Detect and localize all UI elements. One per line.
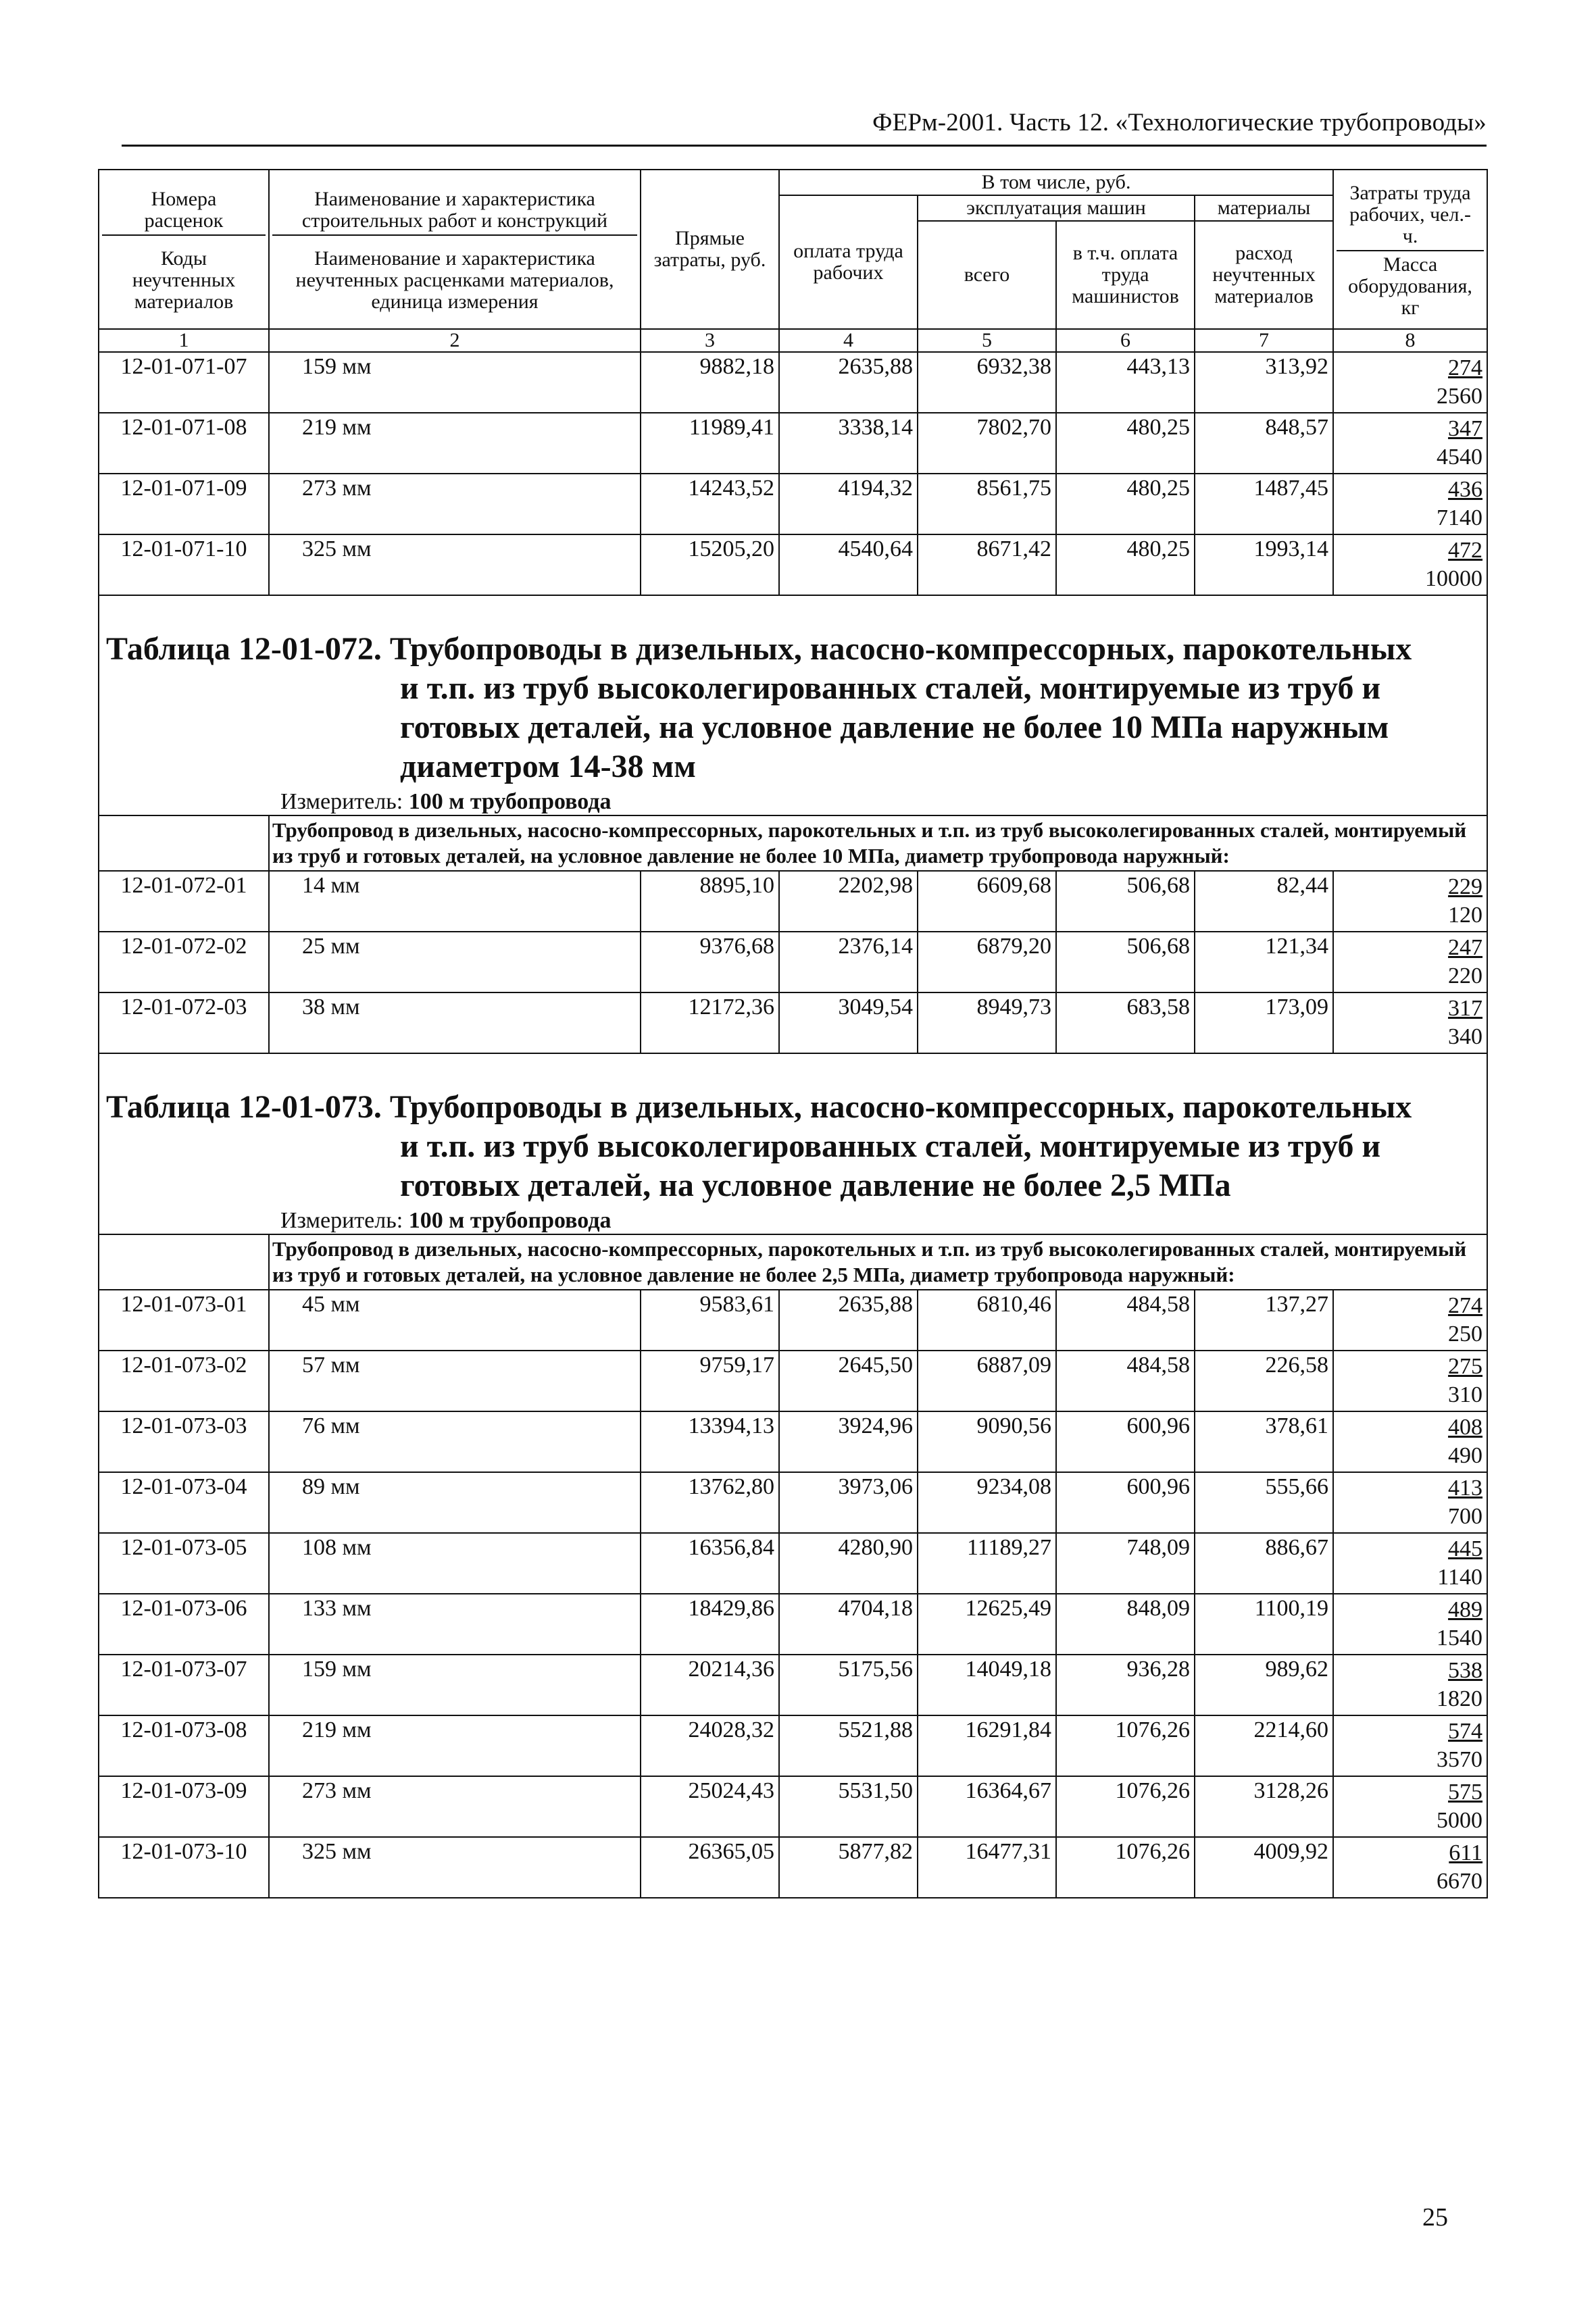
- equipment-mass: 4540: [1437, 445, 1483, 470]
- column-number-7: 7: [1195, 329, 1333, 352]
- labor-hours: 413: [1448, 1476, 1483, 1501]
- labor-hours-and-mass: [1333, 932, 1487, 992]
- direct-cost: 24028,32: [641, 1715, 779, 1776]
- materials-cost: 226,58: [1195, 1351, 1333, 1411]
- table-073-title: [99, 1054, 1487, 1205]
- header-rule: [122, 145, 1487, 147]
- direct-cost: 25024,43: [641, 1776, 779, 1837]
- table-073-subheading-row: [99, 1234, 1487, 1290]
- machines-cost: 9090,56: [918, 1411, 1056, 1472]
- col-header-hours-top: Затраты труда рабочих, чел.-ч.: [1349, 182, 1471, 247]
- table-row: [99, 992, 1487, 1053]
- col-header-group: В том числе, руб.: [779, 170, 1333, 195]
- labor-cost: 3973,06: [779, 1472, 918, 1533]
- machines-cost: 16477,31: [918, 1837, 1056, 1898]
- labor-cost: 2635,88: [779, 1290, 918, 1351]
- labor-hours: 408: [1448, 1415, 1483, 1440]
- col-header-mass: Масса оборудования, кг: [1337, 250, 1484, 319]
- labor-hours-and-mass: [1333, 1533, 1487, 1594]
- direct-cost: 8895,10: [641, 871, 779, 932]
- labor-hours-and-mass: [1333, 1472, 1487, 1533]
- operators-cost: 480,25: [1056, 413, 1195, 474]
- direct-cost: 20214,36: [641, 1655, 779, 1715]
- pipe-size: 273 мм: [269, 474, 641, 534]
- rate-code: 12-01-071-10: [99, 534, 269, 595]
- equipment-mass: 340: [1448, 1024, 1483, 1049]
- materials-cost: 121,34: [1195, 932, 1333, 992]
- pipe-size: 38 мм: [269, 992, 641, 1053]
- direct-cost: 15205,20: [641, 534, 779, 595]
- col-header-labor: оплата труда рабочих: [779, 195, 918, 329]
- operators-cost: 506,68: [1056, 871, 1195, 932]
- operators-cost: 1076,26: [1056, 1776, 1195, 1837]
- rate-code: 12-01-072-01: [99, 871, 269, 932]
- operators-cost: 506,68: [1056, 932, 1195, 992]
- materials-cost: 313,92: [1195, 352, 1333, 413]
- labor-hours-and-mass: [1333, 1837, 1487, 1898]
- table-072-title-row: [99, 595, 1487, 815]
- measurer-label: Измеритель:: [280, 1208, 403, 1233]
- pipe-size: 76 мм: [269, 1411, 641, 1472]
- column-number-8: 8: [1333, 329, 1487, 352]
- labor-hours-and-mass: [1333, 992, 1487, 1053]
- labor-cost: 3338,14: [779, 413, 918, 474]
- column-number-2: 2: [269, 329, 641, 352]
- machines-cost: 11189,27: [918, 1533, 1056, 1594]
- col-header-names: [269, 170, 641, 329]
- labor-cost: 4704,18: [779, 1594, 918, 1655]
- col-header-machines-total: всего: [918, 221, 1056, 329]
- table-073-title-rest: и т.п. из труб высоколегированных сталей, монтируемые из труб и готовых деталей, на условное давление не более 2,5 МПа: [400, 1128, 1381, 1203]
- direct-cost: 14243,52: [641, 474, 779, 534]
- table-072-title-rest: и т.п. из труб высоколегированных сталей, монтируемые из труб и готовых деталей, на условное давление не более 10 МПа наружным диаметром 14-38 мм: [400, 670, 1389, 784]
- materials-cost: 137,27: [1195, 1290, 1333, 1351]
- table-row: [99, 1290, 1487, 1351]
- operators-cost: 600,96: [1056, 1411, 1195, 1472]
- materials-cost: 1993,14: [1195, 534, 1333, 595]
- labor-cost: 5175,56: [779, 1655, 918, 1715]
- rate-code: 12-01-073-02: [99, 1351, 269, 1411]
- table-row: [99, 1472, 1487, 1533]
- direct-cost: 12172,36: [641, 992, 779, 1053]
- col-header-codes-bottom: Коды неучтенных материалов: [132, 247, 236, 313]
- rate-code: 12-01-073-04: [99, 1472, 269, 1533]
- labor-hours: 274: [1448, 355, 1483, 380]
- operators-cost: 600,96: [1056, 1472, 1195, 1533]
- table-row: [99, 1837, 1487, 1898]
- labor-cost: 3924,96: [779, 1411, 918, 1472]
- operators-cost: 484,58: [1056, 1351, 1195, 1411]
- operators-cost: 748,09: [1056, 1533, 1195, 1594]
- direct-cost: 9882,18: [641, 352, 779, 413]
- col-header-materials: материалы: [1195, 195, 1333, 221]
- table-072-title-line1: Таблица 12-01-072. Трубопроводы в дизельных, насосно-компрессорных, парокотельных: [106, 631, 1412, 667]
- equipment-mass: 1140: [1437, 1565, 1483, 1590]
- table-row: [99, 474, 1487, 534]
- operators-cost: 480,25: [1056, 534, 1195, 595]
- labor-hours: 436: [1448, 477, 1483, 502]
- materials-cost: 886,67: [1195, 1533, 1333, 1594]
- labor-hours: 445: [1448, 1536, 1483, 1561]
- machines-cost: 6879,20: [918, 932, 1056, 992]
- labor-cost: 4280,90: [779, 1533, 918, 1594]
- table-072-subheading: Трубопровод в дизельных, насосно-компрессорных, парокотельных и т.п. из труб высоколегированных сталей, монтируемый из труб и готовых деталей, на условное давление не более 10 МПа, диаметр трубопровода наружный:: [269, 815, 1487, 871]
- machines-cost: 8949,73: [918, 992, 1056, 1053]
- labor-hours: 575: [1448, 1780, 1483, 1805]
- table-073-title-row: [99, 1053, 1487, 1234]
- labor-hours-and-mass: [1333, 534, 1487, 595]
- materials-cost: 555,66: [1195, 1472, 1333, 1533]
- col-header-machines: эксплуатация машин: [918, 195, 1195, 221]
- rate-code: 12-01-073-03: [99, 1411, 269, 1472]
- rate-code: 12-01-073-07: [99, 1655, 269, 1715]
- column-number-3: 3: [641, 329, 779, 352]
- operators-cost: 683,58: [1056, 992, 1195, 1053]
- materials-cost: 989,62: [1195, 1655, 1333, 1715]
- labor-hours: 611: [1449, 1840, 1483, 1865]
- table-row: [99, 1715, 1487, 1776]
- operators-cost: 443,13: [1056, 352, 1195, 413]
- machines-cost: 16364,67: [918, 1776, 1056, 1837]
- page-number: 25: [1422, 2203, 1448, 2232]
- labor-hours: 574: [1448, 1719, 1483, 1744]
- table-073-title-line1: Таблица 12-01-073. Трубопроводы в дизельных, насосно-компрессорных, парокотельных: [106, 1089, 1412, 1125]
- direct-cost: 9376,68: [641, 932, 779, 992]
- rate-code: 12-01-072-02: [99, 932, 269, 992]
- table-row: [99, 352, 1487, 413]
- table-073-subheading: Трубопровод в дизельных, насосно-компрессорных, парокотельных и т.п. из труб высоколегированных сталей, монтируемый из труб и готовых деталей, на условное давление не более 2,5 МПа, диаметр трубопровода наружный:: [269, 1234, 1487, 1290]
- table-row: [99, 932, 1487, 992]
- column-number-5: 5: [918, 329, 1056, 352]
- equipment-mass: 1820: [1437, 1686, 1483, 1711]
- rate-code: 12-01-071-07: [99, 352, 269, 413]
- column-number-4: 4: [779, 329, 918, 352]
- equipment-mass: 490: [1448, 1443, 1483, 1468]
- pipe-size: 57 мм: [269, 1351, 641, 1411]
- equipment-mass: 310: [1448, 1382, 1483, 1407]
- column-numbers-row: [99, 329, 1487, 352]
- labor-hours-and-mass: [1333, 352, 1487, 413]
- operators-cost: 1076,26: [1056, 1715, 1195, 1776]
- labor-cost: 4194,32: [779, 474, 918, 534]
- materials-cost: 848,57: [1195, 413, 1333, 474]
- labor-hours: 347: [1448, 416, 1483, 441]
- measurer-value: 100 м трубопровода: [408, 1208, 612, 1233]
- equipment-mass: 120: [1448, 903, 1483, 928]
- labor-hours-and-mass: [1333, 1594, 1487, 1655]
- col-header-labor-hours: [1333, 170, 1487, 329]
- labor-hours: 317: [1448, 996, 1483, 1021]
- labor-hours: 274: [1448, 1293, 1483, 1318]
- measurer-value: 100 м трубопровода: [408, 789, 612, 814]
- equipment-mass: 7140: [1437, 505, 1483, 530]
- machines-cost: 16291,84: [918, 1715, 1056, 1776]
- pipe-size: 159 мм: [269, 1655, 641, 1715]
- materials-cost: 3128,26: [1195, 1776, 1333, 1837]
- table-072-title: [99, 596, 1487, 786]
- pipe-size: 159 мм: [269, 352, 641, 413]
- pipe-size: 133 мм: [269, 1594, 641, 1655]
- rate-code: 12-01-073-05: [99, 1533, 269, 1594]
- machines-cost: 6609,68: [918, 871, 1056, 932]
- labor-hours-and-mass: [1333, 1290, 1487, 1351]
- rate-code: 12-01-073-08: [99, 1715, 269, 1776]
- materials-cost: 4009,92: [1195, 1837, 1333, 1898]
- direct-cost: 11989,41: [641, 413, 779, 474]
- table-row: [99, 1655, 1487, 1715]
- table-row: [99, 534, 1487, 595]
- table-row: [99, 1411, 1487, 1472]
- direct-cost: 26365,05: [641, 1837, 779, 1898]
- equipment-mass: 2560: [1437, 384, 1483, 409]
- subheading-spacer: [99, 1234, 269, 1290]
- labor-hours-and-mass: [1333, 871, 1487, 932]
- direct-cost: 9759,17: [641, 1351, 779, 1411]
- machines-cost: 8671,42: [918, 534, 1056, 595]
- equipment-mass: 6670: [1437, 1869, 1483, 1894]
- machines-cost: 7802,70: [918, 413, 1056, 474]
- pipe-size: 108 мм: [269, 1533, 641, 1594]
- pipe-size: 45 мм: [269, 1290, 641, 1351]
- equipment-mass: 220: [1448, 963, 1483, 988]
- machines-cost: 12625,49: [918, 1594, 1056, 1655]
- labor-hours-and-mass: [1333, 1411, 1487, 1472]
- labor-hours-and-mass: [1333, 1715, 1487, 1776]
- subheading-spacer: [99, 815, 269, 871]
- table-row: [99, 871, 1487, 932]
- machines-cost: 8561,75: [918, 474, 1056, 534]
- rate-code: 12-01-073-06: [99, 1594, 269, 1655]
- pipe-size: 325 мм: [269, 1837, 641, 1898]
- pipe-size: 273 мм: [269, 1776, 641, 1837]
- machines-cost: 14049,18: [918, 1655, 1056, 1715]
- labor-cost: 5531,50: [779, 1776, 918, 1837]
- pipe-size: 219 мм: [269, 1715, 641, 1776]
- materials-cost: 173,09: [1195, 992, 1333, 1053]
- labor-hours: 275: [1448, 1354, 1483, 1379]
- col-header-codes: [99, 170, 269, 329]
- operators-cost: 936,28: [1056, 1655, 1195, 1715]
- labor-cost: 2376,14: [779, 932, 918, 992]
- col-header-codes-top: Номера расценок: [102, 186, 266, 236]
- labor-hours: 229: [1448, 874, 1483, 899]
- equipment-mass: 700: [1448, 1504, 1483, 1529]
- pipe-size: 25 мм: [269, 932, 641, 992]
- rate-code: 12-01-071-09: [99, 474, 269, 534]
- materials-cost: 378,61: [1195, 1411, 1333, 1472]
- materials-cost: 1487,45: [1195, 474, 1333, 534]
- labor-hours: 489: [1448, 1597, 1483, 1622]
- col-header-names-top: Наименование и характеристика строительных работ и конструкций: [272, 186, 637, 236]
- page-header: ФЕРм-2001. Часть 12. «Технологические трубопроводы»: [872, 109, 1487, 136]
- labor-hours: 538: [1448, 1658, 1483, 1683]
- column-number-1: 1: [99, 329, 269, 352]
- table-row: [99, 1351, 1487, 1411]
- operators-cost: 484,58: [1056, 1290, 1195, 1351]
- labor-cost: 2635,88: [779, 352, 918, 413]
- pipe-size: 219 мм: [269, 413, 641, 474]
- col-header-materials-use: расход неучтенных материалов: [1195, 221, 1333, 329]
- table-073-measurer: [99, 1205, 1487, 1234]
- labor-hours-and-mass: [1333, 413, 1487, 474]
- pipe-size: 14 мм: [269, 871, 641, 932]
- direct-cost: 13394,13: [641, 1411, 779, 1472]
- col-header-direct: Прямые затраты, руб.: [641, 170, 779, 329]
- table-row: [99, 413, 1487, 474]
- rate-code: 12-01-073-10: [99, 1837, 269, 1898]
- rates-table: [98, 169, 1488, 1898]
- labor-hours: 472: [1448, 538, 1483, 563]
- labor-cost: 5521,88: [779, 1715, 918, 1776]
- table-row: [99, 1533, 1487, 1594]
- labor-hours-and-mass: [1333, 1655, 1487, 1715]
- equipment-mass: 250: [1448, 1322, 1483, 1347]
- materials-cost: 82,44: [1195, 871, 1333, 932]
- rate-code: 12-01-072-03: [99, 992, 269, 1053]
- machines-cost: 9234,08: [918, 1472, 1056, 1533]
- column-number-6: 6: [1056, 329, 1195, 352]
- labor-hours-and-mass: [1333, 1776, 1487, 1837]
- pipe-size: 325 мм: [269, 534, 641, 595]
- rate-code: 12-01-071-08: [99, 413, 269, 474]
- col-header-names-bottom: Наименование и характеристика неучтенных расценками материалов, единица измерения: [295, 247, 614, 313]
- equipment-mass: 1540: [1437, 1626, 1483, 1651]
- pipe-size: 89 мм: [269, 1472, 641, 1533]
- table-072-measurer: [99, 786, 1487, 815]
- labor-cost: 3049,54: [779, 992, 918, 1053]
- rate-code: 12-01-073-01: [99, 1290, 269, 1351]
- equipment-mass: 10000: [1425, 566, 1483, 591]
- direct-cost: 9583,61: [641, 1290, 779, 1351]
- measurer-label: Измеритель:: [280, 789, 403, 814]
- labor-hours-and-mass: [1333, 474, 1487, 534]
- operators-cost: 1076,26: [1056, 1837, 1195, 1898]
- table-row: [99, 1594, 1487, 1655]
- direct-cost: 13762,80: [641, 1472, 779, 1533]
- machines-cost: 6810,46: [918, 1290, 1056, 1351]
- labor-hours: 247: [1448, 935, 1483, 960]
- table-072-subheading-row: [99, 815, 1487, 871]
- materials-cost: 2214,60: [1195, 1715, 1333, 1776]
- labor-cost: 2645,50: [779, 1351, 918, 1411]
- col-header-operators: в т.ч. оплата труда машинистов: [1056, 221, 1195, 329]
- rate-code: 12-01-073-09: [99, 1776, 269, 1837]
- machines-cost: 6887,09: [918, 1351, 1056, 1411]
- table-row: [99, 1776, 1487, 1837]
- equipment-mass: 5000: [1437, 1808, 1483, 1833]
- materials-cost: 1100,19: [1195, 1594, 1333, 1655]
- equipment-mass: 3570: [1437, 1747, 1483, 1772]
- labor-cost: 4540,64: [779, 534, 918, 595]
- direct-cost: 16356,84: [641, 1533, 779, 1594]
- direct-cost: 18429,86: [641, 1594, 779, 1655]
- operators-cost: 480,25: [1056, 474, 1195, 534]
- operators-cost: 848,09: [1056, 1594, 1195, 1655]
- labor-cost: 2202,98: [779, 871, 918, 932]
- rates-table-frame: [98, 169, 1487, 1936]
- machines-cost: 6932,38: [918, 352, 1056, 413]
- labor-cost: 5877,82: [779, 1837, 918, 1898]
- labor-hours-and-mass: [1333, 1351, 1487, 1411]
